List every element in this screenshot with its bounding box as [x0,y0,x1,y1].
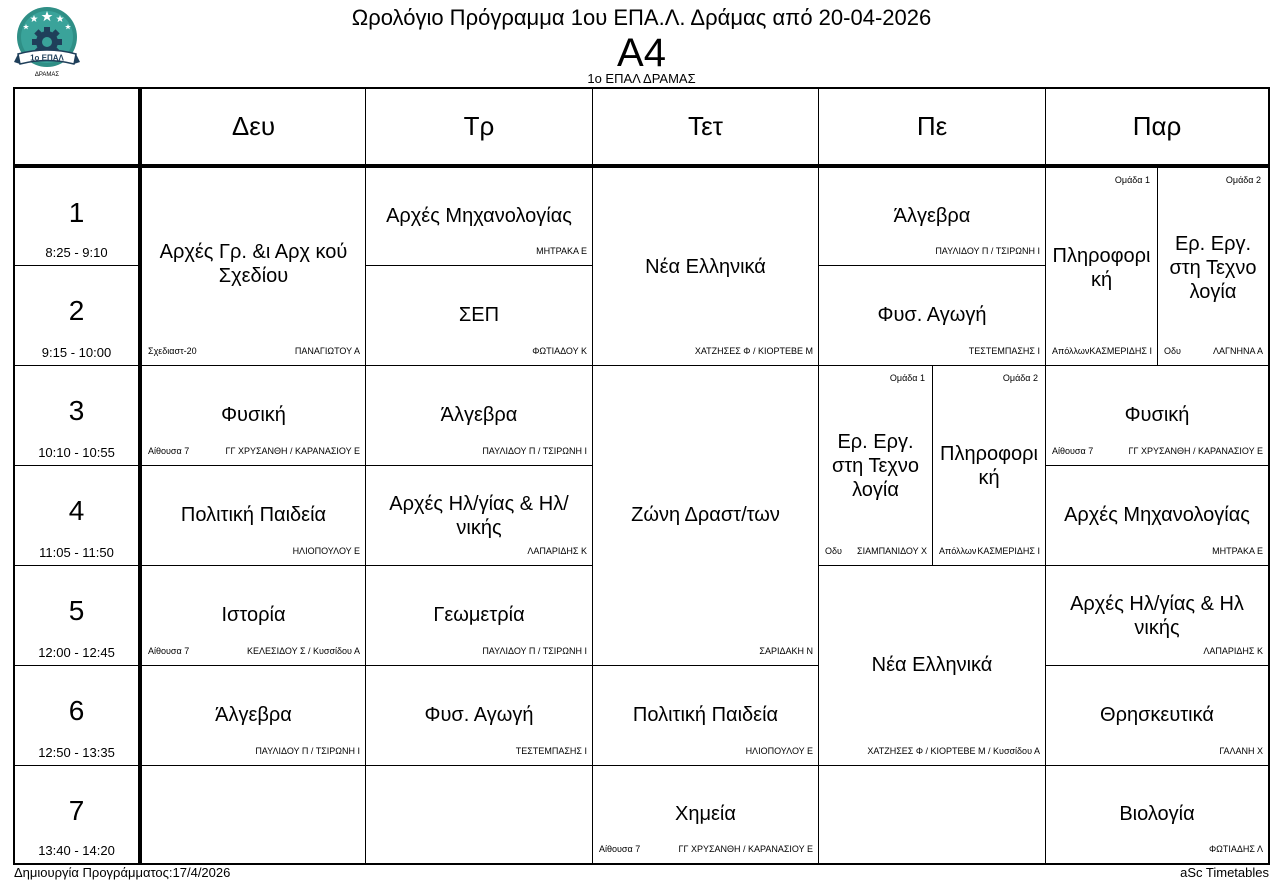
period-header-2 [15,266,139,366]
lesson-teacher: ΓΓ ΧΡΥΣΑΝΘΗ / ΚΑΡΑΝΑΣΙΟΥ Ε [678,844,813,854]
lesson-thursday-p5-6[interactable] [819,566,1046,766]
empty-tuesday-p7 [366,766,593,863]
logo-text: 1ο ΕΠΑΛ [30,53,64,63]
lesson-teacher: ΛΑΠΑΡΙΔΗΣ Κ [527,546,587,556]
software-credit: aSc Timetables [1180,865,1269,880]
lesson-teacher: ΠΑΝΑΓΙΩΤΟΥ Α [294,346,360,356]
period-time: 11:05 - 11:50 [39,545,114,560]
lesson-teacher: ΠΑΥΛΙΔΟΥ Π / ΤΣΙΡΩΝΗ Ι [482,646,587,656]
lesson-wednesday-p1-2[interactable] [593,168,819,366]
period-time: 12:00 - 12:45 [38,645,115,660]
lesson-friday-p1-2-group2[interactable] [1158,168,1268,366]
lesson-monday-p1-2[interactable] [142,168,366,366]
header-row-divider [15,165,1268,168]
lesson-subject: Άλγεβρα [440,404,518,426]
period-time: 13:40 - 14:20 [38,843,115,858]
lesson-teacher: ΓΓ ΧΡΥΣΑΝΘΗ / ΚΑΡΑΝΑΣΙΟΥ Ε [225,446,360,456]
lesson-subject: Πληροφορι κή [1052,245,1151,291]
period-header-7 [15,766,139,863]
lesson-group: Ομάδα 2 [1225,175,1261,185]
lesson-tuesday-p5[interactable] [366,566,593,666]
lesson-friday-p6[interactable] [1046,666,1268,766]
period-number: 6 [68,695,85,726]
lesson-subject: Πολιτική Παιδεία [632,704,779,726]
lesson-subject: Πολιτική Παιδεία [180,504,327,526]
period-number: 2 [68,295,85,326]
lesson-room: Αίθουσα 7 [148,446,190,456]
lesson-room: Οδυ [1164,346,1181,356]
period-header-6 [15,666,139,766]
header-column-divider [139,89,142,863]
lesson-subject: Φυσική [221,404,286,426]
lesson-room: Απόλλων [1052,346,1090,356]
lesson-tuesday-p1[interactable] [366,168,593,266]
lesson-subject: Φυσική [1124,404,1190,426]
lesson-friday-p1-2-group1[interactable] [1046,168,1158,366]
lesson-subject: Αρχές Ηλ/γίας & Ηλ/ νικής [389,493,569,539]
lesson-teacher: ΚΑΣΜΕΡΙΔΗΣ Ι [977,546,1040,556]
lesson-subject: Χημεία [675,803,736,825]
lesson-tuesday-p4[interactable] [366,466,593,566]
lesson-thursday-p3-4-group2[interactable] [933,366,1046,566]
lesson-teacher: ΛΑΓΝΗΝΑ Α [1213,346,1263,356]
lesson-teacher: ΗΛΙΟΠΟΥΛΟΥ Ε [292,546,360,556]
lesson-tuesday-p3[interactable] [366,366,593,466]
lesson-group: Ομάδα 1 [1114,175,1150,185]
lesson-teacher: ΧΑΤΖΗΣΕΣ Φ / ΚΙΟΡΤΕΒΕ Μ / Κυσσίδου Α [867,746,1040,756]
empty-thursday-p7 [819,766,1046,863]
lesson-teacher: ΠΑΥΛΙΔΟΥ Π / ΤΣΙΡΩΝΗ Ι [255,746,360,756]
lesson-wednesday-p6[interactable] [593,666,819,766]
period-time: 9:15 - 10:00 [41,345,112,360]
lesson-monday-p6[interactable] [142,666,366,766]
lesson-group: Ομάδα 2 [1002,373,1038,383]
lesson-wednesday-p3-5[interactable] [593,366,819,666]
lesson-monday-p5[interactable] [142,566,366,666]
logo-city: ΔΡΑΜΑΣ [34,72,60,78]
lesson-teacher: ΜΗΤΡΑΚΑ Ε [536,246,587,256]
lesson-subject: Φυσ. Αγωγή [877,304,987,326]
lesson-teacher: ΓΑΛΑΝΗ Χ [1219,746,1263,756]
lesson-subject: Ιστορία [221,604,286,626]
day-header-friday: Παρ [1046,89,1268,165]
period-header-1 [15,168,139,266]
lesson-subject: Θρησκευτικά [1100,704,1214,726]
creation-date: Δημιουργία Προγράμματος:17/4/2026 [14,865,231,880]
lesson-teacher: ΠΑΥΛΙΔΟΥ Π / ΤΣΙΡΩΝΗ Ι [935,246,1040,256]
period-time: 10:10 - 10:55 [38,445,115,460]
lesson-room: Αίθουσα 7 [599,844,641,854]
lesson-subject: Φυσ. Αγωγή [424,704,534,726]
lesson-teacher: ΤΕΣΤΕΜΠΑΣΗΣ Ι [968,346,1040,356]
period-number: 1 [68,197,85,228]
lesson-subject: Αρχές Μηχανολογίας [386,205,572,227]
day-header-thursday: Πε [819,89,1046,165]
corner-cell [15,89,139,165]
lesson-friday-p5[interactable] [1046,566,1268,666]
lesson-subject: Ερ. Εργ. στη Τεχνο λογία [1169,233,1257,303]
lesson-friday-p7[interactable] [1046,766,1268,863]
lesson-teacher: ΦΩΤΙΑΔΟΥ Κ [532,346,587,356]
lesson-subject: Νέα Ελληνικά [871,654,993,676]
timetable-grid [13,87,1270,865]
period-number: 7 [68,795,85,826]
school-logo-icon [14,4,80,80]
lesson-teacher: ΓΓ ΧΡΥΣΑΝΘΗ / ΚΑΡΑΝΑΣΙΟΥ Ε [1128,446,1263,456]
empty-monday-p7 [142,766,366,863]
period-number: 5 [68,595,85,626]
lesson-teacher: ΚΕΛΕΣΙΔΟΥ Σ / Κυσσίδου Α [246,646,360,656]
lesson-thursday-p2[interactable] [819,266,1046,366]
lesson-subject: Άλγεβρα [893,205,971,227]
lesson-friday-p3[interactable] [1046,366,1268,466]
lesson-subject: Αρχές Γρ. &ι Αρχ κού Σχεδίου [159,241,348,287]
period-time: 8:25 - 9:10 [45,245,108,260]
period-header-3 [15,366,139,466]
timetable-title: Ωρολόγιο Πρόγραμμα 1ου ΕΠΑ.Λ. Δράμας από 20-04-2026 [351,5,932,30]
lesson-teacher: ΤΕΣΤΕΜΠΑΣΗΣ Ι [515,746,587,756]
lesson-monday-p3[interactable] [142,366,366,466]
day-header-monday: Δευ [142,89,366,165]
period-header-4 [15,466,139,566]
lesson-group: Ομάδα 1 [889,373,925,383]
lesson-subject: Βιολογία [1119,803,1195,825]
lesson-tuesday-p2[interactable] [366,266,593,366]
lesson-teacher: ΠΑΥΛΙΔΟΥ Π / ΤΣΙΡΩΝΗ Ι [482,446,587,456]
lesson-subject: Ερ. Εργ. στη Τεχνο λογία [831,431,920,501]
lesson-teacher: ΛΑΠΑΡΙΔΗΣ Κ [1203,646,1263,656]
lesson-thursday-p3-4-group1[interactable] [819,366,933,566]
lesson-subject: Νέα Ελληνικά [645,256,766,278]
day-header-tuesday: Τρ [366,89,593,165]
school-name: 1ο ΕΠΑΛ ΔΡΑΜΑΣ [587,71,696,86]
lesson-monday-p4[interactable] [142,466,366,566]
lesson-thursday-p1[interactable] [819,168,1046,266]
lesson-subject: Γεωμετρία [433,604,525,626]
class-name: A4 [617,31,666,75]
period-header-5 [15,566,139,666]
lesson-subject: Αρχές Ηλ/γίας & Ηλ νικής [1070,593,1244,639]
lesson-subject: Άλγεβρα [215,704,292,726]
lesson-room: Απόλλων [939,546,977,556]
lesson-teacher: ΦΩΤΙΑΔΗΣ Λ [1209,844,1263,854]
lesson-teacher: ΜΗΤΡΑΚΑ Ε [1212,546,1263,556]
lesson-subject: ΣΕΠ [458,304,500,326]
lesson-teacher: ΧΑΤΖΗΣΕΣ Φ / ΚΙΟΡΤΕΒΕ Μ [694,346,813,356]
day-header-wednesday: Τετ [593,89,819,165]
lesson-teacher: ΣΑΡΙΔΑΚΗ Ν [759,646,813,656]
lesson-wednesday-p7[interactable] [593,766,819,863]
lesson-teacher: ΣΙΑΜΠΑΝΙΔΟΥ Χ [857,546,927,556]
lesson-room: Σχεδιαστ-20 [148,346,197,356]
lesson-room: Οδυ [825,546,842,556]
period-number: 4 [68,495,85,526]
lesson-friday-p4[interactable] [1046,466,1268,566]
lesson-room: Αίθουσα 7 [1052,446,1094,456]
lesson-subject: Πληροφορι κή [940,443,1038,489]
lesson-teacher: ΚΑΣΜΕΡΙΔΗΣ Ι [1089,346,1152,356]
lesson-subject: Αρχές Μηχανολογίας [1064,504,1250,526]
lesson-subject: Ζώνη Δραστ/των [631,504,780,526]
lesson-teacher: ΗΛΙΟΠΟΥΛΟΥ Ε [745,746,813,756]
period-time: 12:50 - 13:35 [38,745,115,760]
school-logo [14,4,80,80]
period-number: 3 [68,395,85,426]
lesson-room: Αίθουσα 7 [148,646,190,656]
lesson-tuesday-p6[interactable] [366,666,593,766]
